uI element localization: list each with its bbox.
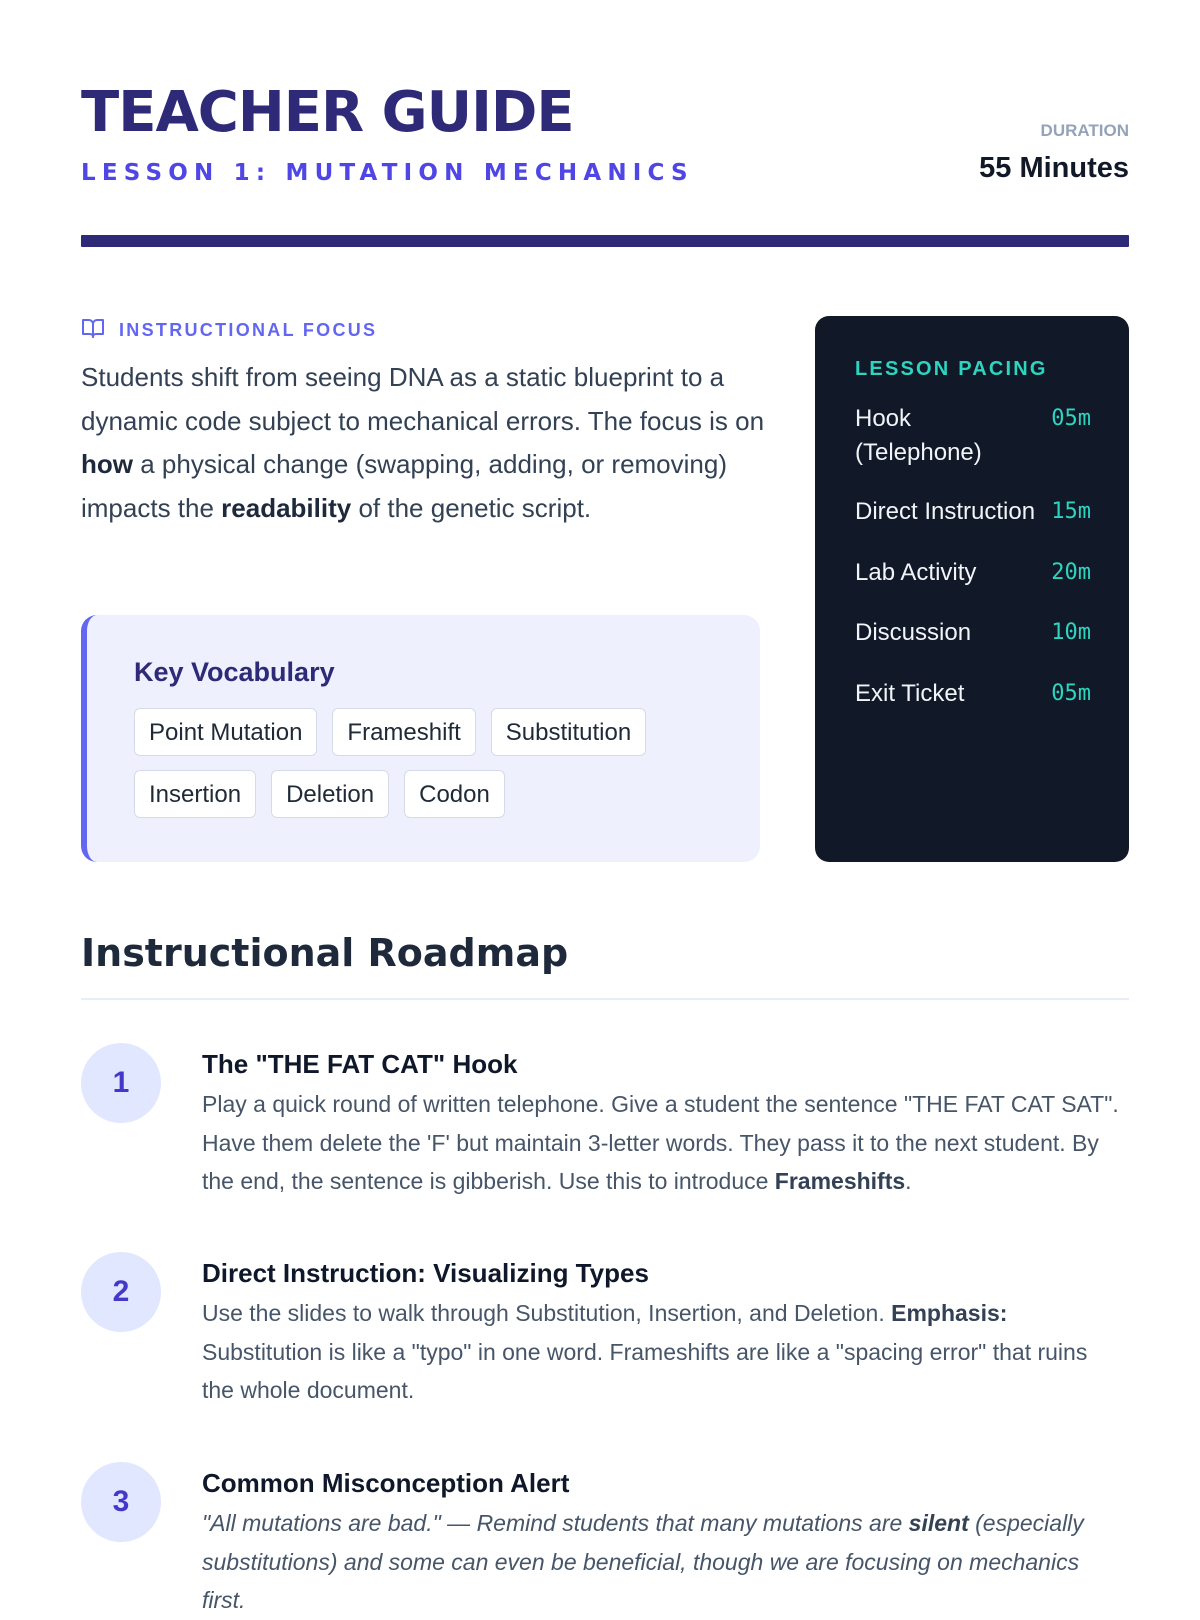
lesson-subtitle: LESSON 1: MUTATION MECHANICS: [81, 160, 694, 186]
step-text-part: Use the slides to walk through Substitution, Insertion, and Deletion.: [202, 1300, 892, 1326]
lesson-pacing-panel: [815, 316, 1129, 862]
vocab-chip: Codon: [404, 770, 505, 818]
step-bold-term: Emphasis:: [891, 1300, 1008, 1326]
pacing-item-name: Discussion: [855, 619, 972, 646]
pacing-item-time: 05m: [1051, 681, 1091, 706]
step-bold-term: Frameshifts: [774, 1168, 906, 1194]
step-description: [202, 1085, 1122, 1201]
vocabulary-chips: [134, 708, 694, 818]
vocab-chip: Insertion: [134, 770, 256, 818]
step-description: [202, 1294, 1122, 1410]
step-text-part: Play a quick round of written telephone. Give a student the sentence "THE FAT CAT SAT". Have them delete the 'F' but maintain 3-letter words. They pass it to the next student. By the end, the sentence is gibberish. Use this to introduce: [202, 1091, 1119, 1194]
focus-text-part: Students shift from seeing DNA as a static blueprint to a dynamic code subject to mechanical errors. The focus is on: [81, 362, 765, 436]
step-text-part: "All mutations are bad." — Remind students that many mutations are: [202, 1510, 909, 1536]
focus-bold-readability: readability: [221, 492, 352, 523]
pacing-item-name: Direct Instruction: [855, 498, 1036, 525]
lesson-pacing-title: LESSON PACING: [855, 358, 1048, 380]
vocab-chip: Substitution: [491, 708, 646, 756]
duration-label: DURATION: [1040, 121, 1129, 140]
instructional-focus-label: INSTRUCTIONAL FOCUS: [119, 320, 378, 340]
step-description: [202, 1504, 1122, 1620]
header: [81, 78, 1129, 248]
step-text-part: Substitution is like a "typo" in one word. Frameshifts are like a "spacing error" that ruins the whole document.: [202, 1338, 1088, 1403]
open-book-icon: [81, 316, 105, 345]
focus-bold-how: how: [81, 449, 133, 479]
vocab-chip: Frameshift: [332, 708, 475, 756]
pacing-item-name: Exit Ticket: [855, 680, 965, 707]
step-title: The "THE FAT CAT" Hook: [202, 1049, 518, 1079]
step-text-part: (especially substitutions) and some can even be beneficial, though we are focusing on mechanics first.: [202, 1510, 1084, 1613]
step-title: Direct Instruction: Visualizing Types: [202, 1258, 649, 1288]
vocab-chip: Point Mutation: [134, 708, 317, 756]
instructional-focus-text: [81, 356, 771, 530]
vocab-chip: Deletion: [271, 770, 389, 818]
step-number-badge: 1: [81, 1043, 161, 1123]
key-vocabulary-title: Key Vocabulary: [134, 657, 335, 687]
instructional-focus-heading: [81, 316, 377, 345]
pacing-item-time: 05m: [1051, 406, 1091, 431]
key-vocabulary-card: [81, 615, 760, 862]
step-text-part: .: [905, 1168, 912, 1194]
duration-box: [979, 120, 1129, 188]
pacing-item-time: 15m: [1051, 499, 1091, 524]
pacing-item-name: Hook (Telephone): [855, 405, 982, 466]
step-title: Common Misconception Alert: [202, 1468, 570, 1498]
duration-value: 55 Minutes: [979, 152, 1129, 184]
step-bold-term: silent: [908, 1510, 969, 1536]
step-number-badge: 2: [81, 1252, 161, 1332]
focus-text-part: of the genetic script.: [351, 492, 592, 523]
page-title: TEACHER GUIDE: [81, 80, 574, 145]
step-number-badge: 3: [81, 1462, 161, 1542]
pacing-item-time: 20m: [1051, 560, 1091, 585]
header-divider: [81, 235, 1129, 247]
roadmap-divider: [81, 998, 1129, 1000]
roadmap-title: Instructional Roadmap: [81, 931, 569, 975]
pacing-item-name: Lab Activity: [855, 559, 977, 586]
pacing-item-time: 10m: [1051, 620, 1091, 645]
focus-text-part: a physical change (swapping, adding, or removing) impacts the: [81, 449, 728, 523]
